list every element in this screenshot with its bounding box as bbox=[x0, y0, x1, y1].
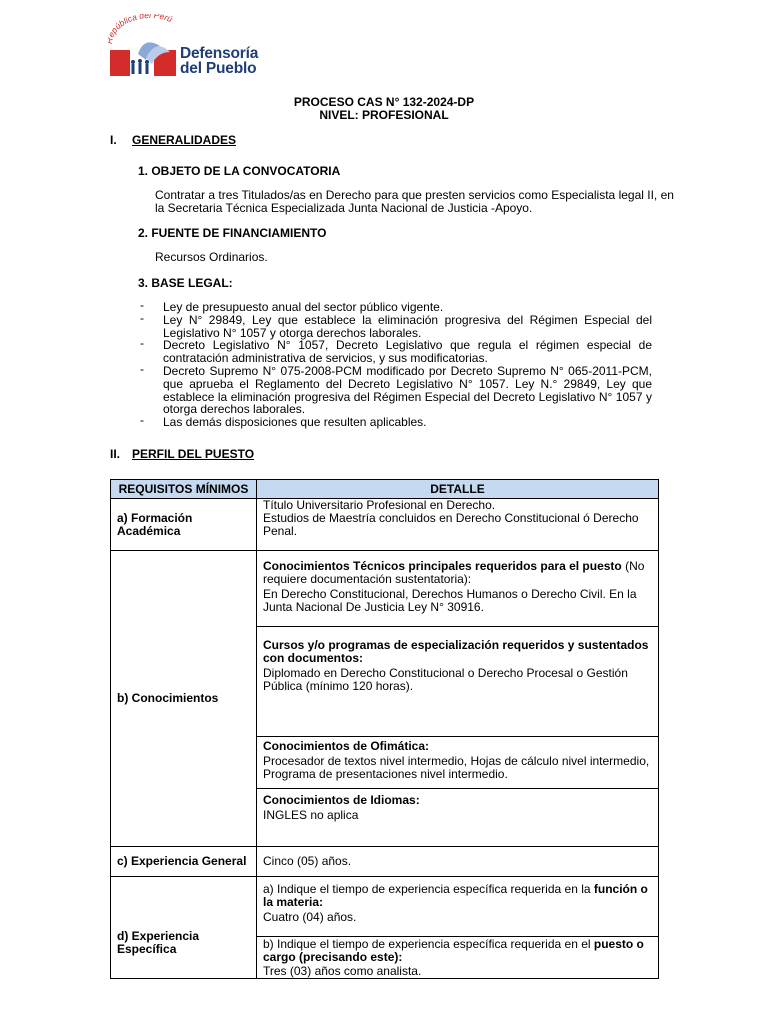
section-1-title: GENERALIDADES bbox=[132, 133, 237, 147]
detail-specific-function bbox=[257, 877, 659, 937]
label-general-experience: c) Experiencia General bbox=[111, 847, 257, 877]
subsection-2-title: 2. FUENTE DE FINANCIAMIENTO bbox=[138, 226, 327, 240]
legal-item: - Decreto Supremo N° 075-2008-PCM modificado por Decreto Supremo N° 065-2011-PCM, que aprueba el Reglamento del Decreto Legislativo N° 1057. Ley N.° 29849, Ley que establece la eliminación progresiva del Régimen Especial del Decreto Legislativo N° 1057 y otorga derechos laborales. bbox=[140, 361, 652, 417]
label-knowledge: b) Conocimientos bbox=[111, 551, 257, 847]
process-title: PROCESO CAS N° 132-2024-DP bbox=[293, 95, 475, 109]
label-academic: a) Formación Académica bbox=[111, 499, 257, 551]
section-2-heading bbox=[110, 447, 254, 461]
logo-line-1: Defensoría bbox=[180, 45, 259, 62]
defensoria-logo bbox=[108, 14, 268, 84]
detail-courses bbox=[257, 627, 659, 737]
detail-specific-position bbox=[257, 937, 659, 979]
section-1-number: I. bbox=[110, 133, 117, 147]
specific-function-answer: Cuatro (04) años. bbox=[263, 910, 357, 924]
section-1-heading bbox=[110, 133, 236, 147]
legal-item: - Las demás disposiciones que resulten aplicables. bbox=[140, 413, 427, 430]
office-title: Conocimientos de Ofimática: bbox=[263, 739, 430, 753]
languages-title: Conocimientos de Idiomas: bbox=[263, 793, 420, 807]
header-detail: DETALLE bbox=[257, 480, 659, 499]
courses-title: Cursos y/o programas de especialización requeridos y sustentados con documentos: bbox=[263, 638, 649, 665]
detail-academic bbox=[257, 499, 659, 551]
svg-text:República del Perú bbox=[108, 14, 174, 44]
requirements-table bbox=[110, 479, 659, 979]
specific-position-question: b) Indique el tiempo de experiencia específica requerida en el bbox=[263, 937, 594, 951]
legal-base-list bbox=[138, 298, 652, 430]
specific-position-emphasis: puesto o cargo (precisando este): bbox=[263, 937, 644, 964]
technical-knowledge-text: En Derecho Constitucional, Derechos Humanos o Derecho Civil. En la Junta Nacional De Justicia Ley N° 30916. bbox=[263, 587, 637, 614]
section-2-number: II. bbox=[110, 447, 121, 461]
header-requirements: REQUISITOS MÍNIMOS bbox=[111, 480, 257, 499]
logo-line-2: del Pueblo bbox=[180, 60, 257, 77]
subsection-3-title: 3. BASE LEGAL: bbox=[138, 276, 233, 290]
level-title: NIVEL: PROFESIONAL bbox=[319, 108, 449, 122]
technical-knowledge-title: Conocimientos Técnicos principales requeridos para el puesto bbox=[263, 559, 622, 573]
detail-office bbox=[257, 737, 659, 789]
subsection-1-title: 1. OBJETO DE LA CONVOCATORIA bbox=[138, 164, 341, 178]
specific-function-emphasis: función o la materia: bbox=[263, 882, 648, 909]
courses-text: Diplomado en Derecho Constitucional o Derecho Procesal o Gestión Pública (mínimo 120 horas). bbox=[263, 666, 628, 693]
specific-position-answer: Tres (03) años como analista. bbox=[263, 964, 422, 978]
label-specific-experience: d) Experiencia Específica bbox=[111, 877, 257, 979]
funding-text: Recursos Ordinarios. bbox=[155, 250, 268, 264]
detail-languages bbox=[257, 789, 659, 847]
objective-line-1: Contratar a tres Titulados/as en Derecho para que presten servicios como Especialista legal II, en bbox=[155, 188, 674, 202]
legal-item: - Ley de presupuesto anual del sector público vigente. bbox=[140, 298, 444, 314]
academic-line-1: Título Universitario Profesional en Derecho. bbox=[263, 498, 496, 512]
specific-function-question: a) Indique el tiempo de experiencia específica requerida en la bbox=[263, 882, 594, 896]
detail-technical-knowledge bbox=[257, 551, 659, 627]
technical-knowledge-note: (No requiere documentación sustentatoria): bbox=[263, 559, 645, 586]
academic-line-2: Estudios de Maestría concluidos en Derecho Constitucional ó Derecho Penal. bbox=[263, 511, 639, 538]
section-2-title: PERFIL DEL PUESTO bbox=[132, 447, 255, 461]
arc-text: pública del Perú bbox=[108, 14, 174, 35]
legal-item: - Ley N° 29849, Ley que establece la eliminación progresiva del Régimen Especial del Legislativo N° 1057 y otorga derechos laborales. bbox=[140, 310, 652, 340]
office-text: Procesador de textos nivel intermedio, Hojas de cálculo nivel intermedio, Programa de presentaciones nivel intermedio. bbox=[263, 754, 650, 781]
languages-text: INGLES no aplica bbox=[263, 808, 359, 822]
detail-general-experience: Cinco (05) años. bbox=[257, 847, 659, 877]
objective-line-2: la Secretaria Técnica Especializada Junta Nacional de Justicia -Apoyo. bbox=[155, 201, 533, 215]
legal-item: - Decreto Legislativo N° 1057, Decreto Legislativo que regula el régimen especial de contratación administrativa de servicios, y sus modificatorias. bbox=[140, 336, 652, 366]
